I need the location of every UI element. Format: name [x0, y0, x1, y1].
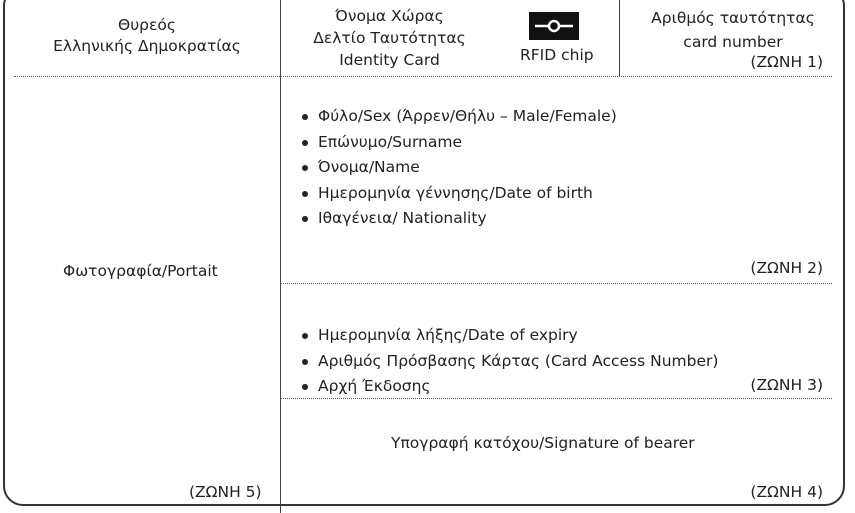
signature-label: Υπογραφή κατόχου/Signature of bearer	[391, 434, 695, 452]
field-date-of-birth: Ημερομηνία γέννησης/Date of birth	[300, 181, 617, 207]
field-name: Όνομα/Name	[300, 155, 617, 181]
card-title-greek: Δελτίο Ταυτότητας	[313, 29, 466, 47]
field-date-of-expiry: Ημερομηνία λήξης/Date of expiry	[300, 323, 718, 349]
field-sex: Φύλο/Sex (Άρρεν/Θήλυ – Male/Female)	[300, 104, 617, 130]
zone-3-fields	[300, 323, 718, 400]
field-card-access-number: Αριθμός Πρόσβασης Κάρτας (Card Access Number)	[300, 349, 718, 375]
coat-of-arms-line-1: Θυρεός	[118, 16, 176, 34]
zone-4-label: (ΖΩΝΗ 4)	[750, 483, 823, 501]
zone-1-label: (ΖΩΝΗ 1)	[750, 53, 823, 71]
photo-placeholder-label: Φωτογραφία/Portait	[63, 262, 218, 280]
divider-zone1	[14, 76, 832, 77]
rfid-chip-icon	[529, 12, 579, 40]
zone-5-label: (ΖΩΝΗ 5)	[189, 483, 262, 501]
zone-2-fields	[300, 104, 617, 232]
divider-header-left	[280, 0, 281, 76]
card-title	[282, 5, 497, 71]
card-number-line-2: card number	[683, 33, 783, 51]
coat-of-arms-label	[14, 15, 280, 57]
field-nationality: Ιθαγένεια/ Nationality	[300, 206, 617, 232]
field-surname: Επώνυμο/Surname	[300, 130, 617, 156]
zone-2-label: (ΖΩΝΗ 2)	[750, 259, 823, 277]
zone-3-label: (ΖΩΝΗ 3)	[750, 376, 823, 394]
rfid-chip-label: RFID chip	[520, 46, 594, 64]
coat-of-arms-line-2: Ελληνικής Δημοκρατίας	[53, 37, 241, 55]
card-number-line-1: Αριθμός ταυτότητας	[651, 9, 815, 27]
country-name: Όνομα Χώρας	[335, 7, 444, 25]
divider-zone2	[281, 283, 832, 284]
card-number-label	[621, 6, 845, 54]
divider-header-right	[619, 0, 620, 76]
divider-photo	[280, 76, 281, 513]
field-issuing-authority: Αρχή Έκδοσης	[300, 374, 718, 400]
card-title-english: Identity Card	[339, 51, 440, 69]
